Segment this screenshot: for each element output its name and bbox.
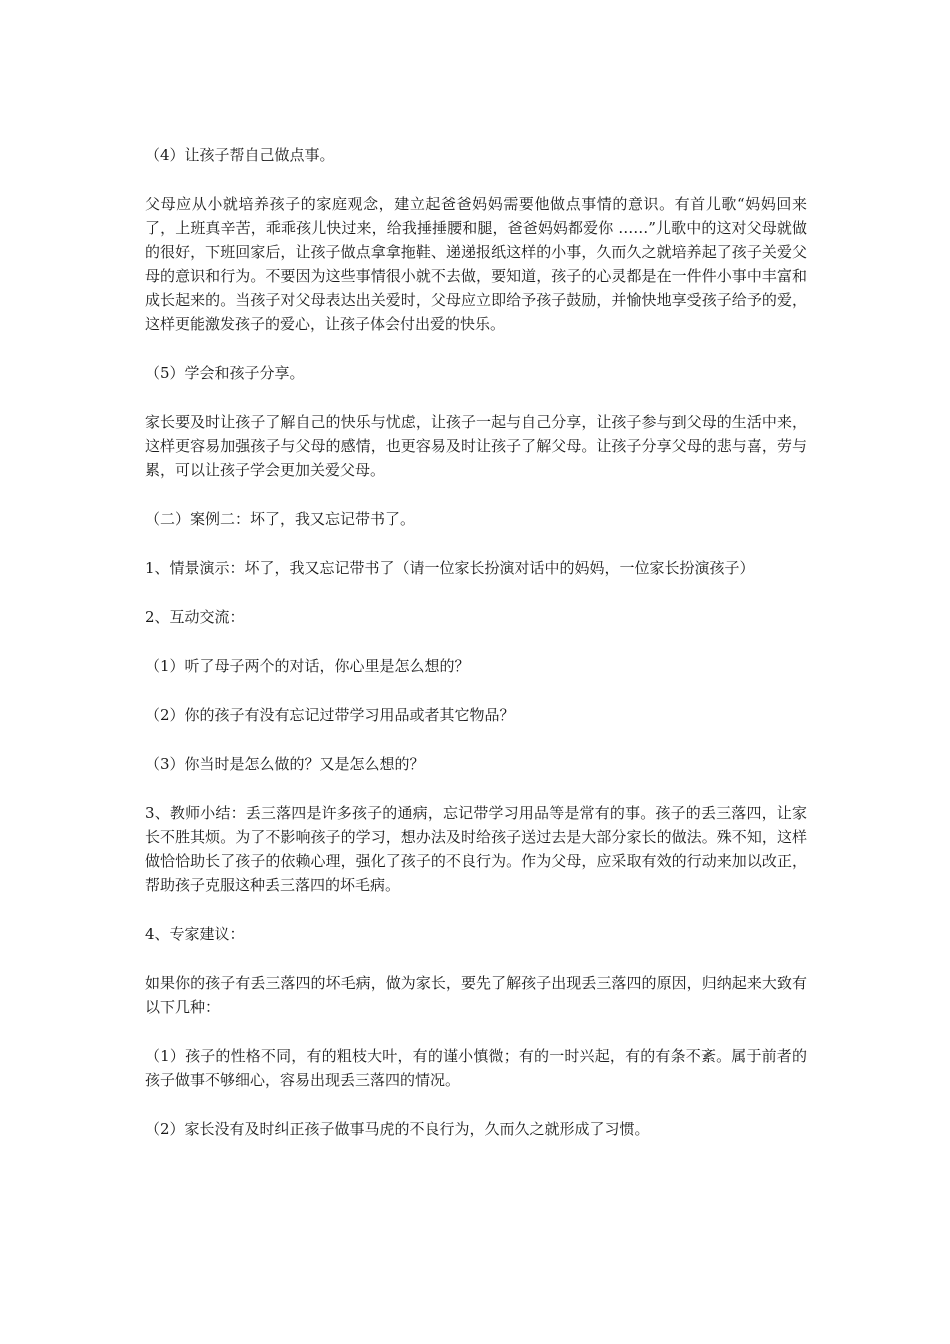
item-expert-advice: 4、专家建议： [145, 925, 245, 943]
document-body [145, 143, 807, 1166]
paragraph-teacher-summary: 3、教师小结：丢三落四是许多孩子的通病，忘记带学习用品等是常有的事。孩子的丢三落四，让家长不胜其烦。为了不影响孩子的学习，想办法及时给孩子送过去是大部分家长的做法。殊不知，这样做恰恰助长了孩子的依赖心理，强化了孩子的不良行为。作为父母，应采取有效的行动来加以改正，帮助孩子克服这种丢三落四的坏毛病。 [145, 804, 807, 894]
paragraph-sharing: 家长要及时让孩子了解自己的快乐与忧虑，让孩子一起与自己分享，让孩子参与到父母的生活中来，这样更容易加强孩子与父母的感情，也更容易及时让孩子了解父母。让孩子分享父母的悲与喜，劳与累，可以让孩子学会更加关爱父母。 [145, 413, 807, 479]
paragraph-family-awareness: 父母应从小就培养孩子的家庭观念，建立起爸爸妈妈需要他做点事情的意识。有首儿歌“妈妈回来了，上班真辛苦，乖乖孩儿快过来，给我捶捶腰和腿，爸爸妈妈都爱你 ……”儿歌中的这对父母就做的很好，下班回家后，让孩子做点拿拿拖鞋、递递报纸这样的小事，久而久之就培养起了孩子关爱父母的意识和行为。不要因为这些事情很小就不去做，要知道，孩子的心灵都是在一件件小事中丰富和成长起来的。当孩子对父母表达出关爱时，父母应立即给予孩子鼓励，并愉快地享受孩子给予的爱，这样更能激发孩子的爱心，让孩子体会付出爱的快乐。 [145, 195, 807, 333]
heading-case-two: （二）案例二：坏了，我又忘记带书了。 [145, 510, 416, 528]
cause-2: （2）家长没有及时纠正孩子做事马虎的不良行为，久而久之就形成了习惯。 [145, 1120, 650, 1138]
item-interaction: 2、互动交流： [145, 608, 245, 626]
item-scene-demo: 1、情景演示：坏了，我又忘记带书了（请一位家长扮演对话中的妈妈，一位家长扮演孩子） [145, 559, 755, 577]
cause-1: （1）孩子的性格不同，有的粗枝大叶，有的谨小慎微；有的一时兴起，有的有条不紊。属于前者的孩子做事不够细心，容易出现丢三落四的情况。 [145, 1047, 807, 1089]
question-1: （1）听了母子两个的对话，你心里是怎么想的？ [145, 657, 470, 675]
heading-learn-to-share: （5）学会和孩子分享。 [145, 364, 305, 382]
question-2: （2）你的孩子有没有忘记过带学习用品或者其它物品？ [145, 706, 515, 724]
heading-let-child-help: （4）让孩子帮自己做点事。 [145, 146, 335, 164]
paragraph-causes-intro: 如果你的孩子有丢三落四的坏毛病，做为家长，要先了解孩子出现丢三落四的原因，归纳起来大致有以下几种： [145, 974, 807, 1016]
question-3: （3）你当时是怎么做的？又是怎么想的？ [145, 755, 425, 773]
